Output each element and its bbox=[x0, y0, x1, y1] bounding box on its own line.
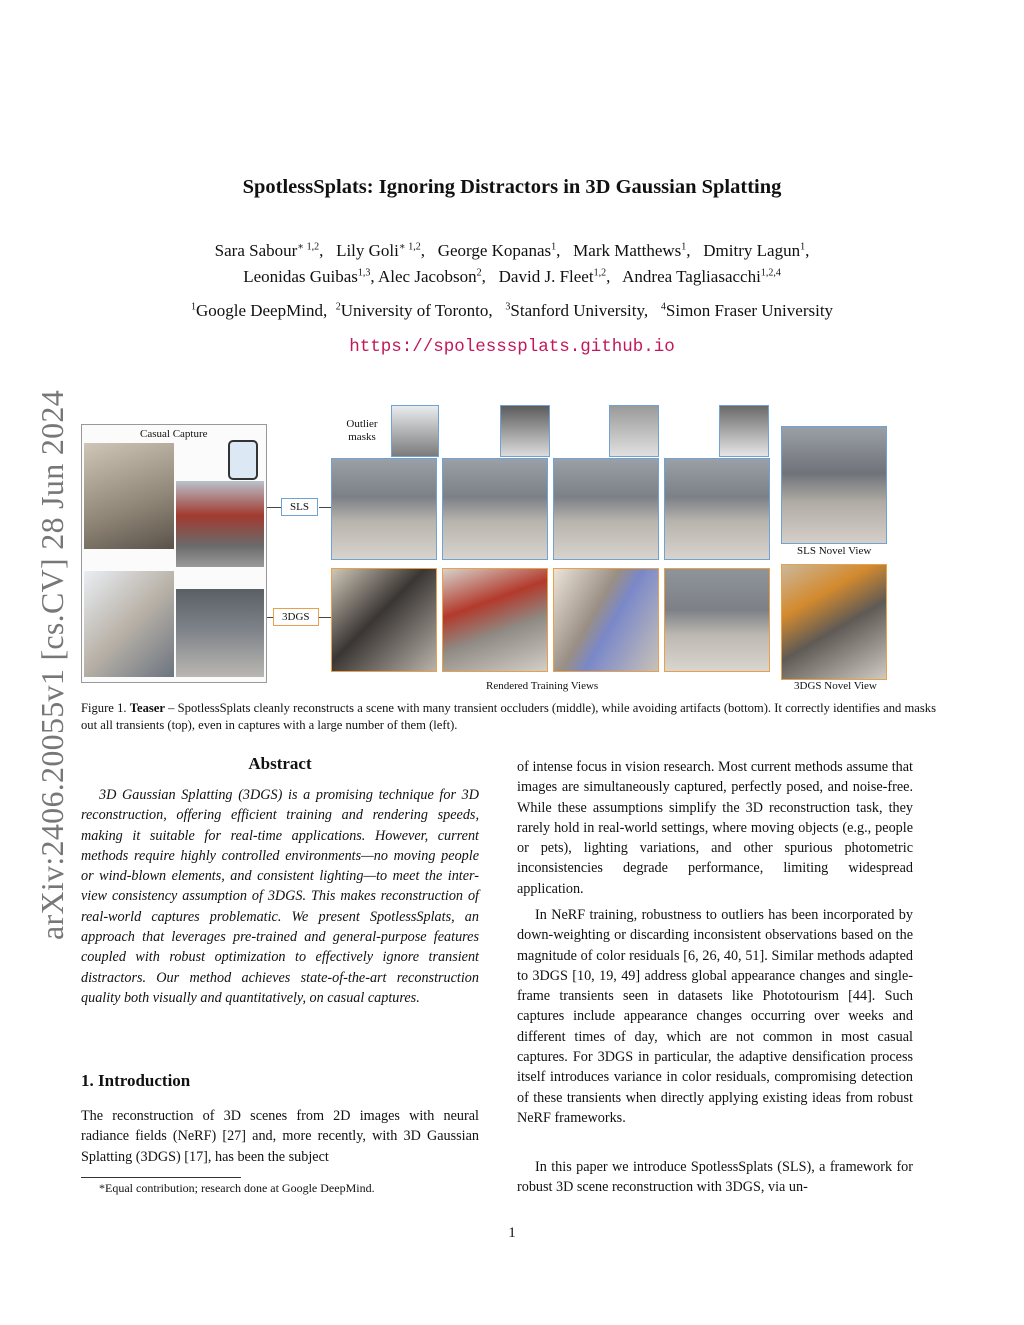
3dgs-render bbox=[664, 568, 770, 672]
outlier-masks-label: Outlier masks bbox=[346, 418, 378, 443]
sls-render bbox=[442, 458, 548, 560]
3dgs-tag: 3DGS bbox=[273, 608, 319, 626]
3dgs-novel-label: 3DGS Novel View bbox=[794, 680, 877, 692]
capture-thumb bbox=[84, 571, 174, 677]
figure-caption: Figure 1. Teaser – SpotlessSplats cleanly reconstructs a scene with many transient occluders (middle), while avoiding artifacts (bottom). It correctly identifies and masks out all transients (top), even in captures with a large number of them (left). bbox=[81, 701, 936, 732]
sls-render bbox=[553, 458, 659, 560]
teaser-figure bbox=[81, 400, 936, 696]
paper-title: SpotlessSplats: Ignoring Distractors in 3D Gaussian Splatting bbox=[242, 176, 782, 198]
footnote: *Equal contribution; research done at Google DeepMind. bbox=[99, 1181, 375, 1195]
capture-thumb bbox=[84, 443, 174, 549]
arxiv-id: arXiv:2406.20055v1 [cs.CV] 28 Jun 2024 bbox=[34, 389, 70, 940]
3dgs-novel-view bbox=[781, 564, 887, 680]
abstract-body: 3D Gaussian Splatting (3DGS) is a promising technique for 3D reconstruction, offering efficient training and rendering speeds, making it suitable for real-time applications. However, current methods require highly controlled environments—no moving people or wind-blown elements, and consistent lighting—to meet the inter-view consistency assumption of 3DGS. This makes reconstruction of real-world captures problematic. We present SpotlessSplats, an approach that leverages pre-trained and general-purpose features coupled with robust optimization to effectively ignore transient distractors. Our method achieves state-of-the-art reconstruction quality both visually and quantitatively, on casual captures. bbox=[81, 787, 479, 1006]
3dgs-render bbox=[331, 568, 437, 672]
sls-novel-label: SLS Novel View bbox=[797, 545, 872, 557]
casual-capture-panel bbox=[81, 424, 267, 683]
intro-paragraph: In NeRF training, robustness to outliers has been incorporated by down-weighting or discarding inconsistent observations based on the magnitude of color residuals [6, 26, 40, 51]. Similar methods adapted to 3DGS [10, 19, 49] address global appearance changes and single-frame transients seen in datasets like Phototourism [44]. Such captures include appearance changes occurring over weeks and different times of day, which are not common in most casual captures. For 3DGS in particular, the adaptive densification process itself introduces variance in color residuals, compromising detection of these transients when directly applying existing ideas from robust NeRF frameworks. bbox=[517, 907, 913, 1126]
arxiv-sidebar bbox=[30, 360, 70, 960]
page-number: 1 bbox=[508, 1225, 516, 1241]
caption-text: – SpotlessSplats cleanly reconstructs a scene with many transient occluders (middle), while avoiding artifacts (bottom). It correctly identifies and masks out all transients (top), even in captures with a large number of them (left). bbox=[81, 701, 936, 732]
intro-paragraph: of intense focus in vision research. Most current methods assume that images are simultaneously captured, perfectly posed, and noise-free. While these assumptions simplify the 3D reconstruction task, they rarely hold in real-world settings, where moving objects (e.g., people or pets), lighting variations, and other spurious photometric inconsistencies degrade performance, limiting widespread application. bbox=[517, 759, 913, 897]
arrow bbox=[267, 617, 273, 618]
intro-paragraph: The reconstruction of 3D scenes from 2D images with neural radiance fields (NeRF) [27] and, more recently, with 3D Gaussian Splatting (3DGS) [17], has been the subject bbox=[81, 1108, 479, 1165]
authors-line-1: Sara Sabour$^{∗ 1,2}$, Lily Goli$^{∗ 1,2}$, George Kopanas$^1$, Mark Matthews$^1$, Dmitry Lagun$^1$, bbox=[214, 241, 810, 260]
project-url[interactable]: https://spolesssplats.github.io bbox=[349, 337, 675, 357]
casual-capture-label: Casual Capture bbox=[140, 428, 208, 440]
sls-render bbox=[331, 458, 437, 560]
3dgs-render bbox=[553, 568, 659, 672]
footnote-rule bbox=[81, 1177, 241, 1178]
outlier-mask bbox=[500, 405, 550, 457]
capture-thumb bbox=[176, 589, 264, 677]
section-heading: 1. Introduction bbox=[81, 1071, 191, 1090]
phone-icon bbox=[228, 440, 258, 480]
capture-thumb bbox=[176, 481, 264, 567]
sls-tag: SLS bbox=[281, 498, 318, 516]
arrow bbox=[319, 507, 331, 508]
outlier-mask bbox=[719, 405, 769, 457]
authors-line-2: Leonidas Guibas$^{1,3}$, Alec Jacobson$^2$, David J. Fleet$^{1,2}$, Andrea Tagliasacchi$^{1,2,4}$ bbox=[243, 267, 781, 286]
intro-paragraph: In this paper we introduce SpotlessSplats (SLS), a framework for robust 3D scene reconstruction with 3DGS, via un- bbox=[517, 1159, 913, 1196]
sls-novel-view bbox=[781, 426, 887, 544]
abstract-heading: Abstract bbox=[248, 754, 312, 773]
affiliations: $^1$Google DeepMind, $^2$University of Toronto, $^3$Stanford University, $^4$Simon Fraser University bbox=[190, 301, 834, 320]
sls-render bbox=[664, 458, 770, 560]
3dgs-render bbox=[442, 568, 548, 672]
arrow bbox=[267, 507, 281, 508]
arrow bbox=[319, 617, 331, 618]
outlier-mask bbox=[609, 405, 659, 457]
outlier-mask bbox=[391, 405, 439, 457]
rendered-training-label: Rendered Training Views bbox=[486, 680, 599, 692]
